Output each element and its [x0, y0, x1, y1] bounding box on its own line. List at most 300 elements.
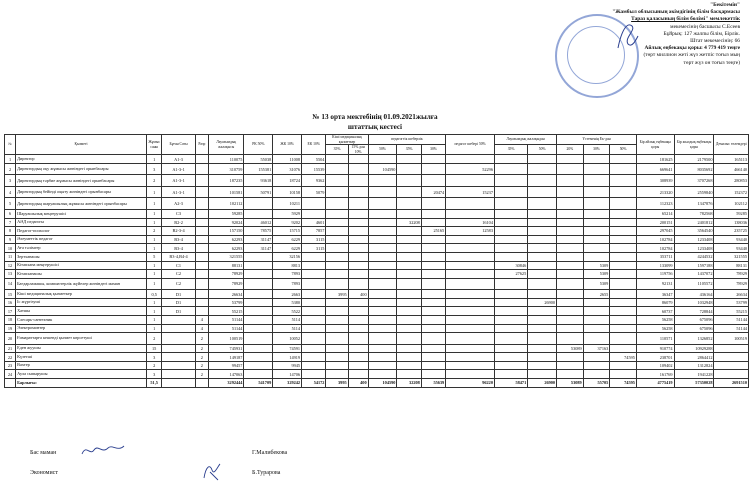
table-cell — [583, 353, 610, 362]
table-cell — [583, 298, 610, 307]
approval-line: (төрт миллион жеті жүз жетпіс тоғыз мың — [643, 52, 740, 59]
table-cell: 30846 — [494, 261, 527, 270]
table-cell — [368, 261, 397, 270]
table-cell — [397, 175, 421, 187]
table-cell — [557, 333, 584, 345]
signature-name-1: Г.Малибекова — [252, 450, 288, 456]
header-base: Бұған Саты — [162, 135, 195, 155]
table-cell — [195, 298, 208, 307]
table-cell: 1941228 — [674, 370, 714, 379]
table-cell: 104590 — [368, 163, 397, 175]
table-cell — [610, 209, 637, 218]
table-cell — [528, 353, 557, 362]
table-cell: 400 — [348, 290, 368, 299]
approval-line: Тараз қаласының білім бөлімі" мемлекеттік — [631, 16, 740, 23]
total-cell: 3995 — [326, 379, 348, 388]
table-cell — [421, 209, 445, 218]
table-cell: 26634 — [714, 290, 749, 299]
table-cell — [244, 252, 273, 261]
table-cell: 5380 — [273, 298, 302, 307]
table-cell — [421, 344, 445, 353]
table-cell: 102784 — [636, 235, 674, 244]
table-cell — [195, 270, 208, 279]
header-position: Қызметі — [16, 135, 147, 155]
table-cell — [195, 175, 208, 187]
table-cell: 321555 — [714, 252, 749, 261]
table-cell — [446, 361, 495, 370]
table-cell — [557, 163, 584, 175]
table-cell: 93440 — [714, 235, 749, 244]
total-cell: 58471 — [494, 379, 527, 388]
table-cell — [557, 198, 584, 210]
table-cell: 2 — [146, 227, 162, 236]
table-cell — [610, 298, 637, 307]
signature-mark-1 — [80, 440, 126, 460]
table-cell — [446, 175, 495, 187]
table-cell: 52296 — [446, 163, 495, 175]
table-cell — [528, 186, 557, 198]
table-cell — [397, 290, 421, 299]
table-cell — [244, 361, 273, 370]
table-cell — [348, 270, 368, 279]
table-cell: 16 — [5, 298, 16, 307]
table-cell — [557, 252, 584, 261]
table-cell — [348, 344, 368, 353]
table-cell: 53799 — [208, 298, 243, 307]
table-cell: 152372 — [714, 186, 749, 198]
table-cell: 4 — [5, 186, 16, 198]
position-cell: Кіші медициналық қызметкер — [16, 290, 147, 299]
position-cell: Директордың шаруашылық жұмысы жөніндегі орынбасары — [16, 198, 147, 210]
table-cell — [244, 353, 273, 362]
header-ped: педагогтік шеберлік — [368, 135, 446, 145]
table-cell — [397, 307, 421, 316]
table-cell — [446, 198, 495, 210]
table-cell: 353711 — [636, 252, 674, 261]
table-cell: 1 — [146, 235, 162, 244]
header-p30: 30% — [421, 145, 445, 155]
table-row — [5, 278, 749, 290]
table-cell — [195, 252, 208, 261]
header-no: № — [5, 135, 16, 155]
table-cell — [494, 324, 527, 333]
table-cell — [368, 252, 397, 261]
table-row — [5, 218, 749, 227]
table-cell: 88131 — [714, 261, 749, 270]
table-cell: 101581 — [208, 186, 243, 198]
table-cell — [557, 235, 584, 244]
table-cell: 238701 — [636, 353, 674, 362]
table-cell: 1233408 — [674, 235, 714, 244]
table-cell — [714, 344, 749, 353]
table-cell: 78575 — [244, 227, 273, 236]
table-cell — [583, 361, 610, 370]
table-cell — [446, 298, 495, 307]
header-l50: 50% — [528, 145, 557, 155]
table-cell — [557, 175, 584, 187]
table-cell — [421, 252, 445, 261]
table-cell: 53799 — [714, 298, 749, 307]
table-cell — [368, 361, 397, 370]
table-cell: 2 — [195, 370, 208, 379]
table-cell — [302, 344, 326, 353]
table-cell: 3564540 — [674, 227, 714, 236]
table-cell: 16104 — [446, 218, 495, 227]
table-cell — [557, 298, 584, 307]
table-cell — [397, 163, 421, 175]
table-cell: 10 — [5, 244, 16, 253]
total-cell: 55705 — [583, 379, 610, 388]
total-row — [5, 379, 749, 388]
table-cell — [421, 235, 445, 244]
table-cell — [195, 186, 208, 198]
table-cell — [302, 278, 326, 290]
table-cell: 10211 — [273, 198, 302, 210]
table-cell: 5522 — [273, 307, 302, 316]
table-cell: 74591 — [273, 344, 302, 353]
table-cell: 1 — [146, 261, 162, 270]
table-cell — [397, 370, 421, 379]
table-cell — [528, 333, 557, 345]
table-cell — [326, 324, 348, 333]
table-cell — [494, 252, 527, 261]
total-cell — [5, 379, 16, 388]
table-cell — [397, 155, 421, 164]
table-cell — [583, 155, 610, 164]
table-cell — [397, 227, 421, 236]
table-cell — [421, 244, 445, 253]
table-cell — [397, 186, 421, 198]
table-cell: 53089 — [557, 344, 584, 353]
table-cell: 99457 — [208, 361, 243, 370]
table-cell — [583, 175, 610, 187]
table-cell — [528, 361, 557, 370]
table-cell: 1233408 — [674, 244, 714, 253]
table-cell: 10052 — [273, 333, 302, 345]
table-cell — [368, 316, 397, 325]
table-cell: 59285 — [208, 209, 243, 218]
table-row — [5, 209, 749, 218]
table-cell — [397, 316, 421, 325]
table-cell — [421, 155, 445, 164]
table-cell — [583, 333, 610, 345]
table-cell — [244, 290, 273, 299]
table-cell — [368, 298, 397, 307]
table-cell — [421, 175, 445, 187]
table-cell: 5309 — [583, 278, 610, 290]
table-cell: А1-3 — [162, 155, 195, 164]
table-cell: А2-3 — [162, 198, 195, 210]
header-grade: Разр — [195, 135, 208, 155]
table-cell — [421, 361, 445, 370]
table-cell: 4244532 — [674, 252, 714, 261]
signature-line-2 — [30, 470, 281, 476]
table-cell: 13 — [5, 270, 16, 279]
table-cell: 11 — [5, 252, 16, 261]
table-cell: 1597188 — [674, 261, 714, 270]
header-p35: 35% — [397, 145, 421, 155]
table-cell: 2 — [195, 353, 208, 362]
table-cell — [368, 155, 397, 164]
table-cell — [244, 307, 273, 316]
table-cell — [162, 361, 195, 370]
table-cell — [610, 307, 637, 316]
table-cell — [610, 361, 637, 370]
table-cell — [397, 344, 421, 353]
table-cell — [348, 333, 368, 345]
table-cell: 2864412 — [674, 353, 714, 362]
table-cell: 31076 — [273, 163, 302, 175]
table-cell — [421, 370, 445, 379]
table-cell — [446, 307, 495, 316]
table-cell — [302, 252, 326, 261]
table-cell — [583, 198, 610, 210]
table-cell — [446, 261, 495, 270]
table-cell: 15 — [146, 344, 162, 353]
table-cell — [583, 163, 610, 175]
table-cell — [326, 186, 348, 198]
position-cell: Кітапханашы — [16, 270, 147, 279]
table-cell — [610, 252, 637, 261]
table-cell: А1-3-1 — [162, 175, 195, 187]
table-cell — [244, 278, 273, 290]
table-cell — [583, 235, 610, 244]
table-cell: 8813 — [273, 261, 302, 270]
table-cell: 78929 — [208, 278, 243, 290]
table-row — [5, 175, 749, 187]
table-cell: 5114 — [273, 316, 302, 325]
table-cell — [421, 307, 445, 316]
table-cell — [557, 370, 584, 379]
table-cell — [528, 261, 557, 270]
table-cell — [714, 361, 749, 370]
table-cell — [162, 353, 195, 362]
position-cell: Іс жүргізуші — [16, 298, 147, 307]
table-cell: 4601 — [302, 218, 326, 227]
table-cell — [368, 270, 397, 279]
table-cell — [348, 252, 368, 261]
table-cell: 2655 — [583, 290, 610, 299]
table-cell — [302, 370, 326, 379]
position-cell: Директордың оқу жұмысы жөніндегі орынбасары — [16, 163, 147, 175]
table-cell — [368, 244, 397, 253]
table-cell — [397, 261, 421, 270]
table-cell — [494, 235, 527, 244]
table-cell — [302, 353, 326, 362]
total-cell: 4775419 — [636, 379, 674, 388]
total-cell: 51,5 — [146, 379, 162, 388]
header-ek: ЕК 10% — [302, 135, 326, 155]
table-cell — [195, 307, 208, 316]
header-ust: Үстеменің Ек-дан — [557, 135, 637, 145]
table-cell: 51144 — [208, 316, 243, 325]
table-cell — [494, 361, 527, 370]
table-cell — [557, 218, 584, 227]
approval-line: "Бекітемін" — [710, 2, 740, 8]
table-cell: 1 — [146, 307, 162, 316]
table-cell — [446, 270, 495, 279]
table-cell: 133099 — [636, 261, 674, 270]
table-cell: 56258 — [636, 316, 674, 325]
total-cell: 53089 — [557, 379, 584, 388]
table-cell: 1437072 — [674, 270, 714, 279]
table-cell — [348, 361, 368, 370]
table-cell — [494, 163, 527, 175]
table-cell — [244, 198, 273, 210]
table-cell — [494, 186, 527, 198]
table-cell: 308939 — [636, 175, 674, 187]
table-cell: 9202 — [273, 218, 302, 227]
total-cell: 74595 — [610, 379, 637, 388]
table-cell — [446, 209, 495, 218]
table-cell — [557, 361, 584, 370]
table-cell — [583, 186, 610, 198]
table-cell: 51144 — [714, 324, 749, 333]
table-cell: 1312824 — [674, 361, 714, 370]
header-l35: 35% — [494, 145, 527, 155]
table-cell: 2 — [146, 175, 162, 187]
position-cell: Ғимараттарға кешенді қызмет көрсетуші — [16, 333, 147, 345]
table-cell: А1-3-1 — [162, 186, 195, 198]
table-cell — [368, 324, 397, 333]
table-cell — [610, 235, 637, 244]
table-cell — [326, 198, 348, 210]
table-cell — [162, 324, 195, 333]
table-cell: 280853 — [714, 175, 749, 187]
table-cell — [348, 175, 368, 187]
table-cell — [528, 218, 557, 227]
table-cell: 187235 — [208, 175, 243, 187]
table-cell — [610, 244, 637, 253]
table-cell: 297045 — [636, 227, 674, 236]
header-med: Кіші медициналық қызметкер — [326, 135, 368, 145]
table-cell: 6229 — [273, 244, 302, 253]
table-cell: 436164 — [674, 290, 714, 299]
table-cell — [557, 307, 584, 316]
title-line-1: № 13 орта мектебінің 01.09.2021жылға — [312, 113, 438, 121]
position-cell: Аға тәлімгер — [16, 244, 147, 253]
table-cell: 23 — [5, 361, 16, 370]
table-cell — [494, 218, 527, 227]
table-cell — [195, 261, 208, 270]
position-cell: Күзетші — [16, 353, 147, 362]
table-cell — [446, 155, 495, 164]
table-cell: 1 — [146, 186, 162, 198]
table-row — [5, 333, 749, 345]
position-cell: Зертханашы — [16, 252, 147, 261]
table-cell: В3-4,В4-4 — [162, 252, 195, 261]
table-cell — [446, 244, 495, 253]
table-cell: 1032948 — [674, 298, 714, 307]
table-cell: 6229 — [273, 235, 302, 244]
position-cell: Вахтер — [16, 361, 147, 370]
table-cell — [557, 316, 584, 325]
table-cell: 18 — [5, 316, 16, 325]
table-cell: 235725 — [714, 227, 749, 236]
table-row — [5, 298, 749, 307]
table-cell: 5 — [5, 198, 16, 210]
table-cell — [348, 324, 368, 333]
table-cell — [494, 370, 527, 379]
table-cell: 7893 — [273, 270, 302, 279]
position-cell: Аула сыпырушы — [16, 370, 147, 379]
table-cell: 1 — [146, 316, 162, 325]
table-cell: 92131 — [636, 278, 674, 290]
table-cell — [421, 261, 445, 270]
table-cell: 55215 — [208, 307, 243, 316]
header-month: Бір айлық еңбекақы қоры — [636, 135, 674, 155]
table-cell: 1347876 — [674, 198, 714, 210]
table-cell: 181625 — [636, 155, 674, 164]
table-cell — [326, 361, 348, 370]
table-cell — [557, 261, 584, 270]
table-cell: 5504 — [302, 155, 326, 164]
table-cell — [610, 163, 637, 175]
table-cell — [714, 370, 749, 379]
table-cell: 9 — [5, 235, 16, 244]
table-cell — [348, 218, 368, 227]
table-cell — [368, 307, 397, 316]
table-cell — [244, 209, 273, 218]
table-cell — [610, 155, 637, 164]
table-cell: 466140 — [714, 163, 749, 175]
total-cell: 541709 — [244, 379, 273, 388]
total-label: Барлығы: — [16, 379, 147, 388]
table-cell: 14919 — [273, 353, 302, 362]
table-row — [5, 235, 749, 244]
table-cell — [421, 218, 445, 227]
table-cell — [494, 290, 527, 299]
table-cell: 7857 — [302, 227, 326, 236]
table-cell — [528, 290, 557, 299]
table-cell — [302, 261, 326, 270]
table-cell: 2401812 — [674, 218, 714, 227]
position-cell: Педагог-психолог — [16, 227, 147, 236]
table-cell — [348, 261, 368, 270]
table-cell — [494, 298, 527, 307]
table-cell — [326, 163, 348, 175]
signature-line-1 — [30, 450, 288, 456]
table-cell — [494, 198, 527, 210]
table-cell: 3115 — [302, 244, 326, 253]
table-cell — [368, 198, 397, 210]
table-cell: 2179500 — [674, 155, 714, 164]
header-med15: 15% дан 10% — [348, 145, 368, 155]
table-cell — [528, 198, 557, 210]
table-cell: 200151 — [636, 218, 674, 227]
table-cell — [348, 244, 368, 253]
table-cell — [397, 361, 421, 370]
table-cell: 20 — [5, 333, 16, 345]
table-cell: 3995 — [326, 290, 348, 299]
total-cell: 104590 — [368, 379, 397, 388]
total-cell — [195, 379, 208, 388]
table-cell: 3 — [146, 370, 162, 379]
table-cell — [583, 307, 610, 316]
table-cell: 7 — [5, 218, 16, 227]
table-cell — [610, 333, 637, 345]
table-cell — [348, 298, 368, 307]
table-cell — [446, 316, 495, 325]
table-cell: 46012 — [244, 218, 273, 227]
table-cell — [348, 307, 368, 316]
table-cell — [528, 227, 557, 236]
table-cell: 14 — [5, 278, 16, 290]
position-cell: Директордың бейінді оқыту жөніндегі орынбасары — [16, 186, 147, 198]
table-cell — [610, 370, 637, 379]
table-cell — [302, 290, 326, 299]
table-cell — [244, 370, 273, 379]
